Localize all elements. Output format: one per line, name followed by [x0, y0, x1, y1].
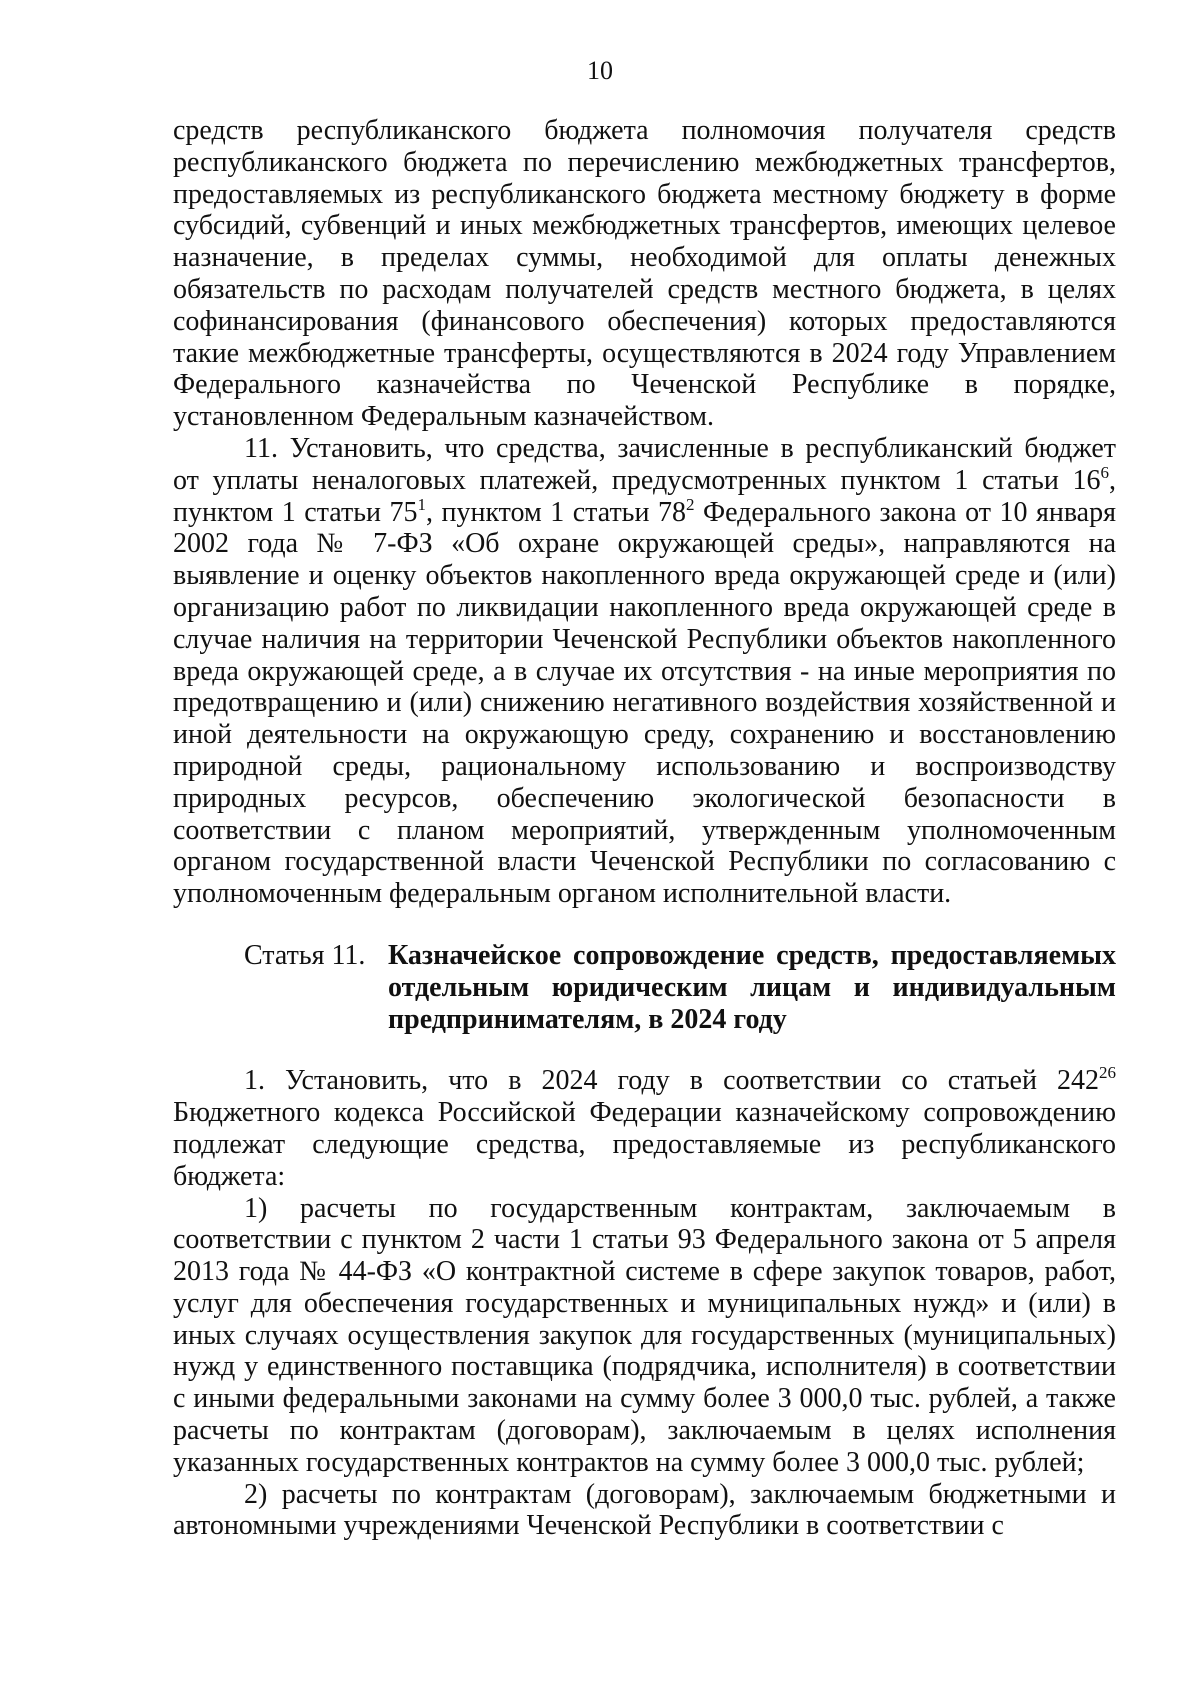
article-heading: [173, 940, 1116, 1035]
paragraph: [173, 1193, 1116, 1479]
superscript: 6: [1100, 462, 1109, 482]
paragraphs-bottom: [173, 1065, 1116, 1542]
paragraph: [173, 1479, 1116, 1543]
paragraph: [173, 115, 1116, 433]
paragraph: [173, 1065, 1116, 1192]
superscript: 2: [685, 494, 695, 514]
page-number: 10: [587, 56, 613, 85]
superscript: 1: [417, 494, 426, 514]
paragraph-text: Федерального закона от 10 января 2002 года № 7-ФЗ «Об охране окружающей среды», направляются на выявление и оценку объектов накопленного вреда окружающей среде и (или) организацию работ по ликвидации накопленного вреда окружающей среде в случае наличия на территории Чеченской Республики объектов накопленного вреда окружающей среде, а в случае их отсутствия - на иные мероприятия по предотвращению и (или) снижению негативного воздействия хозяйственной и иной деятельности на окружающую среду, сохранению и восстановлению природной среды, рациональному использованию и воспроизводству природных ресурсов, обеспечению экологической безопасности в соответствии с планом мероприятий, утвержденным уполномоченным органом государственной власти Чеченской Республики по согласованию с уполномоченным федеральным органом исполнительной власти.: [173, 496, 1116, 910]
paragraph-text: , пунктом 1 статьи 78: [425, 496, 686, 528]
article-title: Казначейское сопровождение средств, предоставляемых отдельным юридическим лицам и индивидуальным предпринимателям, в 2024 году: [388, 939, 1116, 1035]
superscript: 26: [1099, 1063, 1116, 1083]
paragraph-text: 2) расчеты по контрактам (договорам), заключаемым бюджетными и автономными учреждениями Чеченской Республики в соответствии с: [173, 1478, 1116, 1542]
paragraph-text: Бюджетного кодекса Российской Федерации казначейскому сопровождению подлежат следующие средства, предоставляемые из республиканского бюджета:: [173, 1097, 1116, 1192]
paragraph-text: 11. Установить, что средства, зачисленные в республиканский бюджет от уплаты неналоговых платежей, предусмотренных пунктом 1 статьи 16: [173, 432, 1116, 496]
paragraph: [173, 433, 1116, 910]
document-body: [173, 115, 1116, 1542]
paragraph-text: 1) расчеты по государственным контрактам, заключаемым в соответствии с пунктом 2 части 1 статьи 93 Федерального закона от 5 апреля 2013 года № 44-ФЗ «О контрактной системе в сфере закупок товаров, работ, услуг для обеспечения государственных и муниципальных нужд» и (или) в иных случаях осуществления закупок для государственных (муниципальных) нужд у единственного поставщика (подрядчика, исполнителя) в соответствии с иными федеральными законами на сумму более 3 000,0 тыс. рублей, а также расчеты по контрактам (договорам), заключаемым в целях исполнения указанных государственных контрактов на сумму более 3 000,0 тыс. рублей;: [173, 1192, 1116, 1478]
paragraphs-top: [173, 115, 1116, 910]
paragraph-text: 1. Установить, что в 2024 году в соответствии со статьей 242: [244, 1065, 1099, 1097]
paragraph-text: , пунктом 1 статьи 75: [173, 464, 1116, 528]
article-label: Статья 11.: [244, 939, 366, 971]
paragraph-text: средств республиканского бюджета полномочия получателя средств республиканского бюджета по перечислению межбюджетных трансфертов, предоставляемых из республиканского бюджета местному бюджету в форме субсидий, субвенций и иных межбюджетных трансфертов, имеющих целевое назначение, в пределах суммы, необходимой для оплаты денежных обязательств по расходам получателей средств местного бюджета, в целях софинансирования (финансового обеспечения) которых предоставляются такие межбюджетные трансферты, осуществляются в 2024 году Управлением Федерального казначейства по Чеченской Республике в порядке, установленном Федеральным казначейством.: [173, 115, 1116, 433]
